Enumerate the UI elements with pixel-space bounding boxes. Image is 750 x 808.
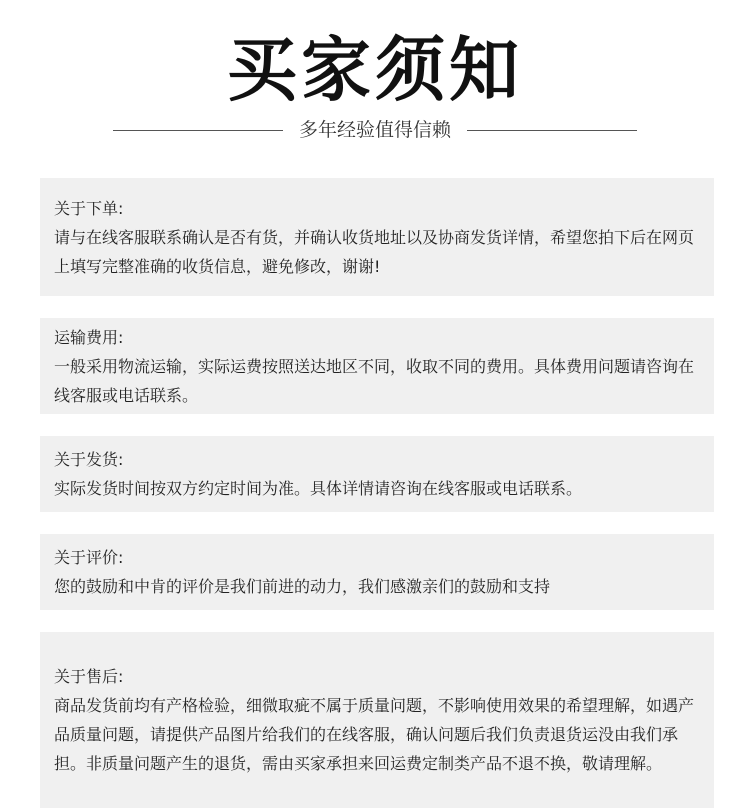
section-heading: 关于下单: <box>54 198 124 218</box>
section-body: 实际发货时间按双方约定时间为准。具体详情请咨询在线客服或电话联系。 <box>54 479 583 498</box>
notice-sections <box>40 178 714 808</box>
divider-right <box>467 130 637 131</box>
page-title: 买家须知 <box>227 29 523 111</box>
section-heading: 关于发货: <box>54 450 124 469</box>
section-heading: 运输费用: <box>54 327 124 347</box>
section-heading: 关于评价: <box>54 548 124 567</box>
section-heading: 关于售后: <box>54 667 124 686</box>
section-after-sales <box>40 632 714 808</box>
section-body: 您的鼓励和中肯的评价是我们前进的动力，我们感激亲们的鼓励和支持 <box>54 577 551 596</box>
section-body: 商品发货前均有产格检验，细微取疵不属于质量问题，不影响使用效果的希望理解，如遇产品质量问题，请提供产品图片给我们的在线客服，确认问题后我们负责退货运没由我们承担。非质量问题产生的退货，需由买家承担来回运费定制类产品不退不换，敬请理解。 <box>54 696 695 773</box>
section-shipping-fees <box>40 318 714 414</box>
section-ordering <box>40 178 714 296</box>
page-subtitle: 多年经验值得信赖 <box>298 119 451 141</box>
divider-left <box>113 130 283 131</box>
subtitle-row <box>0 116 750 144</box>
section-body: 请与在线客服联系确认是否有货，并确认收货地址以及协商发货详情，希望您拍下后在网页上填写完整准确的收货信息，避免修改，谢谢! <box>54 227 695 276</box>
section-delivery <box>40 436 714 512</box>
section-reviews <box>40 534 714 610</box>
section-body: 一般采用物流运输，实际运费按照送达地区不同，收取不同的费用。具体费用问题请咨询在线客服或电话联系。 <box>54 356 695 405</box>
